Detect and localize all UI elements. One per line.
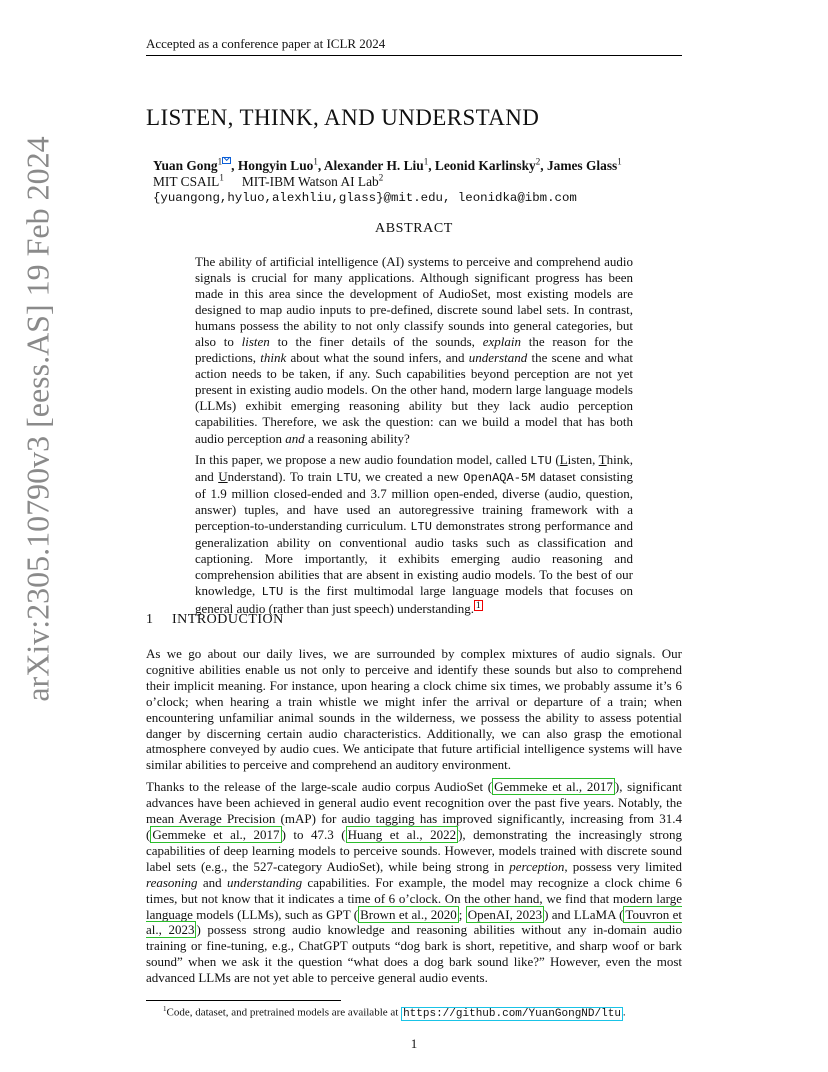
affiliation-name: MIT-IBM Watson AI Lab bbox=[241, 174, 379, 189]
abstract-paragraph: The ability of artificial intelligence (AI) systems to perceive and comprehend audio signals is crucial for many applications. Although significant progress has been made in this area since the development of AudioSet, most existing models are designed to map audio inputs to pre-defined, discrete sound label sets. In contrast, humans possess the ability to not only classify sounds into general categories, but also to listen to the finer details of the sounds, explain the reason for the predictions, think about what the sound infers, and understand the scene and what action needs to be taken, if any. Such capabilities beyond perception are not yet present in existing audio models. On the other hand, modern large language models (LLMs) exhibit emerging reasoning ability but they lack audio perception capabilities. Therefore, we ask the question: can we build a model that has both audio perception and a reasoning ability? bbox=[195, 254, 633, 446]
affiliation-mark: 2 bbox=[378, 172, 384, 183]
author-block bbox=[153, 157, 673, 206]
page-number: 1 bbox=[410, 1036, 418, 1051]
affiliation-name: MIT CSAIL bbox=[153, 174, 220, 189]
body-paragraph: Thanks to the release of the large-scale audio corpus AudioSet ( Gemmeke et al., 2017 ), significant advances have been achieved in general audio event recognition over the past five years. Notably, the mean Average Precision (mAP) for audio tagging has improved significantly, increasing from 31.4 ( Gemmeke et al., 2017 ) to 47.3 ( Huang et al., 2022 ), demonstrating the increasingly strong capabilities of deep learning models to perceive sounds. However, models trained with discrete sound label sets (e.g., the 527-category AudioSet), while being strong in perception, possess very limited reasoning and understanding capabilities. For example, the model may recognize a clock chime 6 times, but not know that it indicates a time of 6 o’clock. On the other hand, we find that modern large language models (LLMs), such as GPT ( Brown et al., 2020 ; OpenAI, 2023 ) and LLaMA ( Touvron et al., 2023 ) possess strong audio knowledge and reasoning abilities without any in-domain audio training or fine-tuning, e.g., ChatGPT outputs “dog bark is short, repetitive, and sharp woof or bark sound” when we ask it the question “what does a dog bark sound like?” However, even the most advanced LLMs are not yet able to perceive general audio events. bbox=[146, 779, 683, 986]
repository-link[interactable]: https://github.com/YuanGongND/ltu bbox=[403, 1007, 621, 1020]
arxiv-identifier: arXiv:2305.10790v3 [eess.AS] 19 Feb 2024 bbox=[19, 136, 56, 702]
dataset-name: OpenAQA-5M bbox=[463, 470, 536, 485]
paper-title: LISTEN, THINK, AND UNDERSTAND bbox=[146, 105, 540, 130]
model-name: LTU bbox=[530, 453, 552, 468]
affiliation-mark: 1 bbox=[313, 156, 318, 167]
citation-link[interactable]: Touvron et al., 2023 bbox=[146, 906, 682, 938]
affiliation-mark: 1 bbox=[219, 172, 224, 183]
section-number: 1 bbox=[146, 612, 154, 627]
model-name: LTU bbox=[336, 470, 358, 485]
model-name: LTU bbox=[261, 584, 284, 599]
affiliation-list bbox=[153, 174, 673, 190]
body-paragraph: As we go about our daily lives, we are surrounded by complex mixtures of audio signals. Our cognitive abilities enable us not only to perceive and identify these sounds but also to comprehend their implicit meaning. For instance, upon hearing a clock chime six times, we probably assume it’s 6 o’clock; when hearing a train whistle we might infer the arrival or departure of a train; when encountering unfamiliar animal sounds in the wilderness, we possess the ability to assess potential danger by discerning certain audio characteristics. Additionally, we can also grasp the emotional atmosphere conveyed by audio cues. We anticipate that future artificial intelligence systems will have similar abilities to perceive and comprehend an auditory environment. bbox=[146, 646, 682, 773]
affiliation-mark: 1 bbox=[217, 156, 223, 167]
section-heading bbox=[146, 612, 284, 628]
citation-link[interactable]: Gemmeke et al., 2017 bbox=[152, 826, 280, 842]
model-name: LTU bbox=[410, 519, 432, 534]
affiliation-mark: 2 bbox=[535, 156, 541, 167]
author-name: Yuan Gong bbox=[153, 158, 218, 173]
introduction-body bbox=[146, 646, 682, 992]
abstract-heading: ABSTRACT bbox=[375, 221, 453, 236]
author-name: Hongyin Luo bbox=[237, 158, 314, 173]
footnote-mark: 1 bbox=[163, 1005, 167, 1013]
citation-link[interactable]: Brown et al., 2020 bbox=[360, 906, 457, 922]
footnote-link[interactable]: 1 bbox=[476, 599, 481, 610]
affiliation-mark: 1 bbox=[423, 156, 429, 167]
running-header: Accepted as a conference paper at ICLR 2024 bbox=[146, 36, 682, 56]
envelope-icon[interactable] bbox=[222, 157, 231, 164]
affiliation-mark: 1 bbox=[617, 156, 622, 167]
citation-link[interactable]: OpenAI, 2023 bbox=[467, 906, 543, 922]
author-name: James Glass bbox=[546, 158, 618, 173]
author-name: Alexander H. Liu bbox=[323, 158, 424, 173]
footnote: $^1$Code, dataset, and pretrained models are available at https://github.com/YuanGongND/ltu . bbox=[163, 1005, 626, 1020]
section-title: INTRODUCTION bbox=[172, 612, 284, 627]
abstract-body bbox=[195, 254, 633, 622]
citation-link[interactable]: Gemmeke et al., 2017 bbox=[494, 779, 613, 795]
author-name: Leonid Karlinsky bbox=[434, 158, 536, 173]
footnote-divider bbox=[146, 1000, 341, 1001]
citation-link[interactable]: Huang et al., 2022 bbox=[347, 826, 457, 842]
author-list: Yuan Gong$^1$ , Hongyin Luo$^1$, Alexander H. Liu$^1$, Leonid Karlinsky$^2$, James Glass$^1$ bbox=[153, 156, 622, 173]
abstract-paragraph: In this paper, we propose a new audio foundation model, called LTU (Listen, Think, and Understand). To train LTU, we created a new OpenAQA-5M dataset consisting of 1.9 million closed-ended and 3.7 million open-ended, diverse (audio, question, answer) tuples, and have used an autoregressive training framework with a perception-to-understanding curriculum. LTU demonstrates strong performance and generalization ability on conventional audio tasks such as classification and captioning. More importantly, it exhibits emerging audio reasoning and comprehension abilities that are absent in existing audio models. To the best of our knowledge, LTU is the first multimodal large language models that focuses on general audio (rather than just speech) understanding. 1 bbox=[195, 451, 633, 616]
author-emails: {yuangong,hyluo,alexhliu,glass}@mit.edu, leonidka@ibm.com bbox=[153, 191, 577, 205]
